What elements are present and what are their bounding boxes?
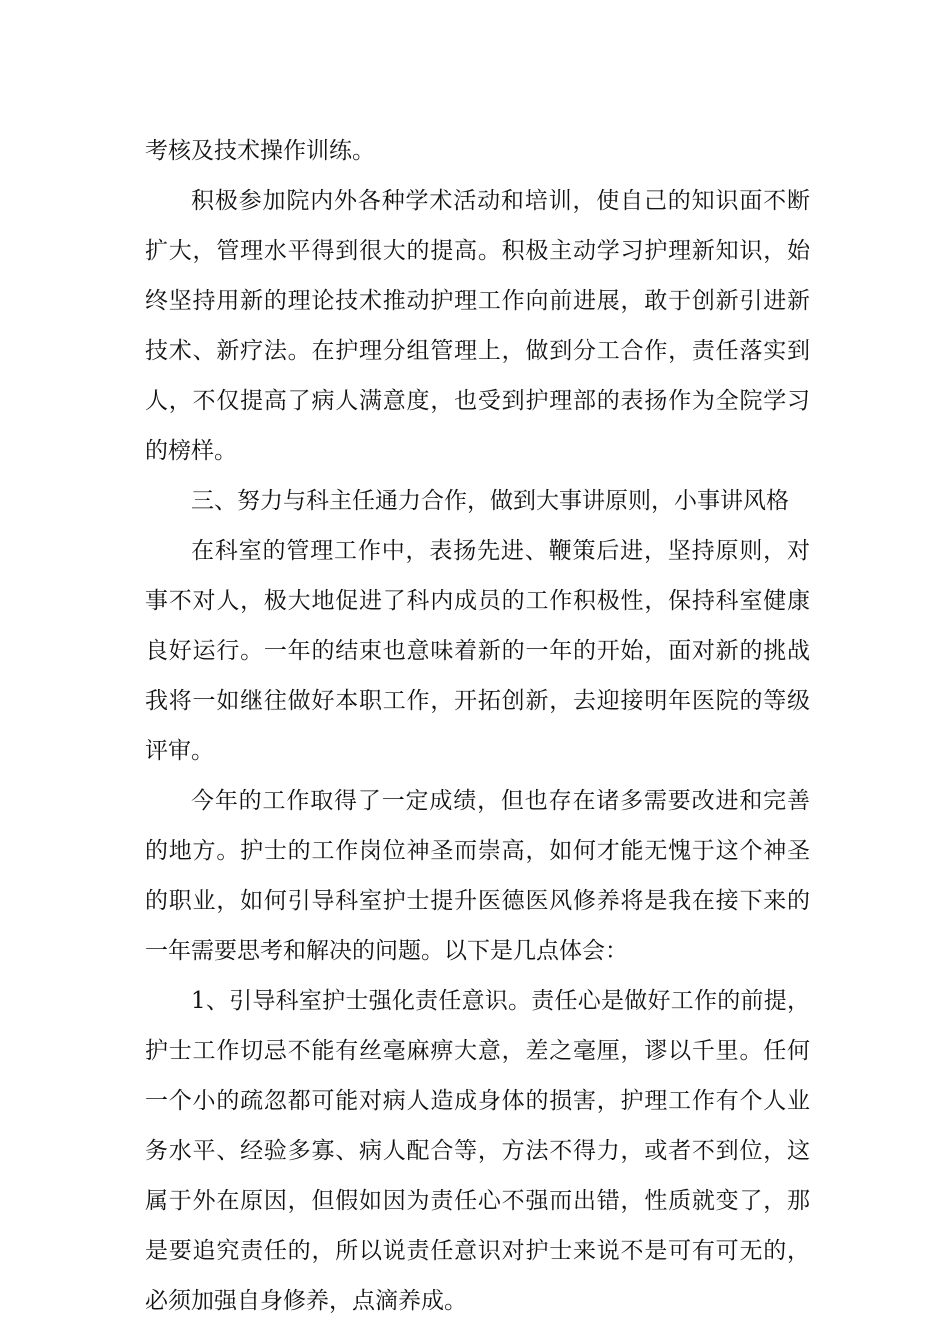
document-body xyxy=(145,126,810,1326)
paragraph-continuation: 考核及技术操作训练。 xyxy=(145,138,375,164)
section-heading-cooperation: 三、努力与科主任通力合作，做到大事讲原则，小事讲风格 xyxy=(191,488,789,514)
paragraph-department-management: 在科室的管理工作中，表扬先进、鞭策后进，坚持原则，对事不对人，极大地促进了科内成员的工作积极性，保持科室健康良好运行。一年的结束也意味着新的一年的开始，面对新的挑战我将一如继往做好本职工作，开拓创新，去迎接明年医院的等级评审。 xyxy=(145,538,810,764)
paragraph-academic-activities: 积极参加院内外各种学术活动和培训，使自己的知识面不断扩大，管理水平得到很大的提高。积极主动学习护理新知识，始终坚持用新的理论技术推动护理工作向前进展，敢于创新引进新技术、新疗法。在护理分组管理上，做到分工合作，责任落实到人，不仅提高了病人满意度，也受到护理部的表扬作为全院学习的榜样。 xyxy=(145,188,810,464)
paragraph-responsibility: 1、引导科室护士强化责任意识。责任心是做好工作的前提，护士工作切忌不能有丝毫麻痹大意，差之毫厘，谬以千里。任何一个小的疏忽都可能对病人造成身体的损害，护理工作有个人业务水平、经验多寡、病人配合等，方法不得力，或者不到位，这属于外在原因，但假如因为责任心不强而出错，性质就变了，那是要追究责任的，所以说责任意识对护士来说不是可有可无的，必须加强自身修养，点滴养成。 xyxy=(145,988,810,1314)
paragraph-reflection: 今年的工作取得了一定成绩，但也存在诸多需要改进和完善的地方。护士的工作岗位神圣而崇高，如何才能无愧于这个神圣的职业，如何引导科室护士提升医德医风修养将是我在接下来的一年需要思考和解决的问题。以下是几点体会： xyxy=(145,788,810,964)
